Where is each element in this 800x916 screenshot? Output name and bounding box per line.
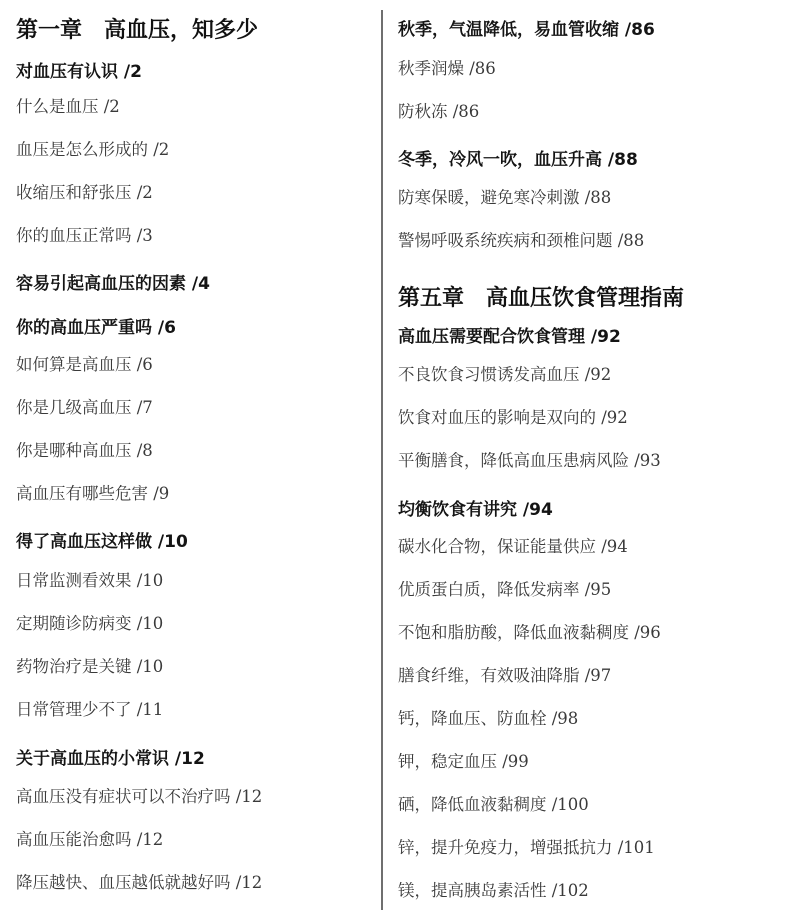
toc-entry: 定期随诊防病变 /10	[16, 614, 164, 633]
toc-entry: 防寒保暖，避免寒冷刺激 /88	[398, 188, 612, 207]
section-heading: 高血压需要配合饮食管理 /92	[398, 327, 621, 347]
section-heading: 容易引起高血压的因素 /4	[16, 274, 210, 294]
toc-entry: 防秋冻 /86	[398, 102, 480, 121]
toc-entry: 高血压能治愈吗 /12	[16, 830, 164, 849]
toc-entry: 钾，稳定血压 /99	[398, 752, 529, 771]
section-heading: 关于高血压的小常识 /12	[16, 749, 205, 769]
section-heading: 你的高血压严重吗 /6	[16, 318, 176, 338]
toc-entry: 日常监测看效果 /10	[16, 571, 164, 590]
toc-entry: 平衡膳食，降低高血压患病风险 /93	[398, 451, 661, 470]
section-heading: 对血压有认识 /2	[16, 62, 142, 82]
toc-entry: 什么是血压 /2	[16, 97, 120, 116]
toc-entry: 膳食纤维，有效吸油降脂 /97	[398, 666, 612, 685]
toc-entry: 锌，提升免疫力，增强抵抗力 /101	[398, 838, 655, 857]
toc-entry: 你是哪种高血压 /8	[16, 441, 153, 460]
toc-entry: 你是几级高血压 /7	[16, 398, 153, 417]
toc-entry: 收缩压和舒张压 /2	[16, 183, 153, 202]
toc-entry: 不良饮食习惯诱发高血压 /92	[398, 365, 612, 384]
toc-entry: 降压越快、血压越低就越好吗 /12	[16, 873, 263, 892]
section-heading: 得了高血压这样做 /10	[16, 532, 188, 552]
toc-entry: 钙，降血压、防血栓 /98	[398, 709, 579, 728]
toc-entry: 镁，提高胰岛素活性 /102	[398, 881, 589, 900]
toc-entry: 如何算是高血压 /6	[16, 355, 153, 374]
toc-entry: 碳水化合物，保证能量供应 /94	[398, 537, 628, 556]
toc-entry: 硒，降低血液黏稠度 /100	[398, 795, 589, 814]
toc-entry: 日常管理少不了 /11	[16, 700, 164, 719]
toc-entry: 不饱和脂肪酸，降低血液黏稠度 /96	[398, 623, 661, 642]
chapter-heading: 第一章 高血压，知多少	[16, 18, 259, 43]
toc-entry: 血压是怎么形成的 /2	[16, 140, 170, 159]
section-heading: 冬季，冷风一吹，血压升高 /88	[398, 150, 638, 170]
section-heading: 均衡饮食有讲究 /94	[398, 500, 553, 520]
section-heading: 秋季，气温降低，易血管收缩 /86	[398, 20, 655, 40]
toc-entry: 高血压没有症状可以不治疗吗 /12	[16, 787, 263, 806]
toc-entry: 高血压有哪些危害 /9	[16, 484, 170, 503]
toc-entry: 优质蛋白质，降低发病率 /95	[398, 580, 612, 599]
toc-entry: 你的血压正常吗 /3	[16, 226, 153, 245]
toc-entry: 饮食对血压的影响是双向的 /92	[398, 408, 628, 427]
toc-entry: 药物治疗是关键 /10	[16, 657, 164, 676]
column-divider	[381, 10, 383, 910]
chapter-heading: 第五章 高血压饮食管理指南	[398, 286, 685, 311]
toc-entry: 秋季润燥 /86	[398, 59, 496, 78]
toc-entry: 警惕呼吸系统疾病和颈椎问题 /88	[398, 231, 645, 250]
